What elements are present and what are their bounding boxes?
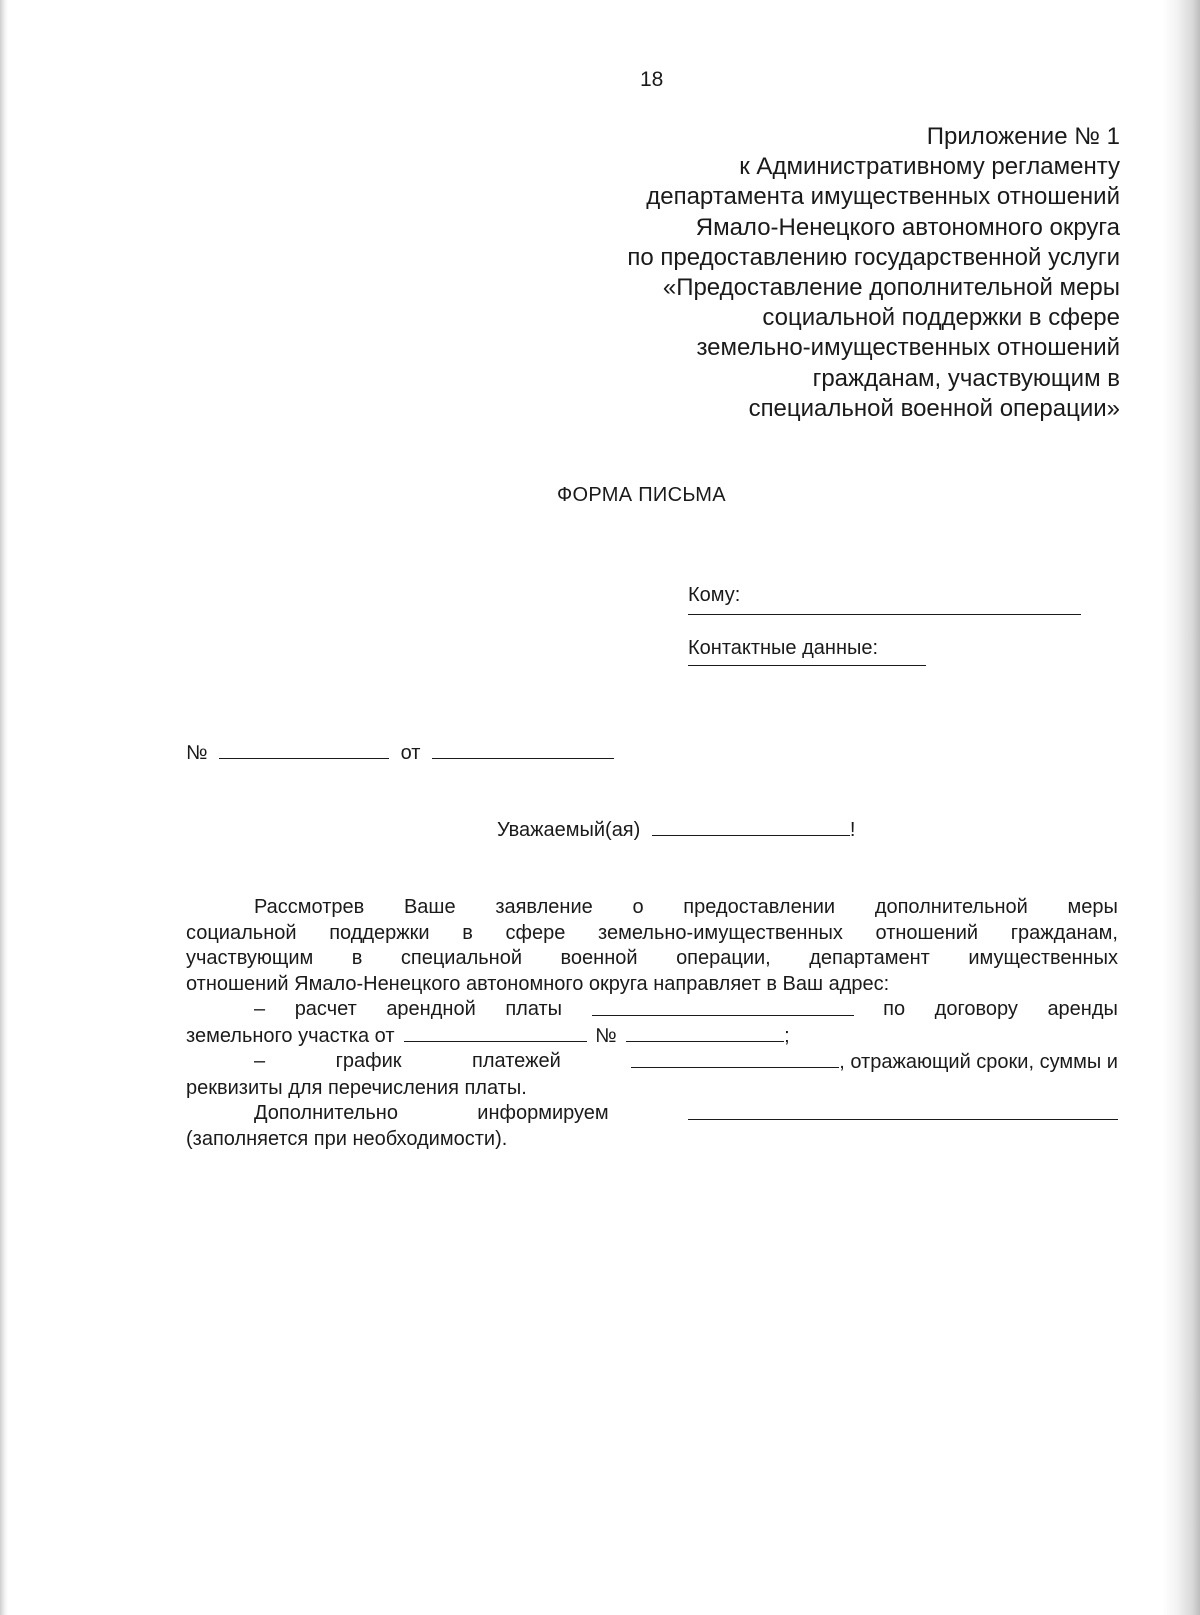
word: в: [351, 947, 363, 969]
appendix-header-line: Приложение № 1: [926, 123, 1120, 150]
word: военной: [560, 947, 638, 969]
appendix-header: [500, 122, 1120, 424]
body-line: [186, 895, 1118, 921]
word: в: [462, 921, 473, 944]
rent-calculation-item: [186, 997, 1118, 1023]
appendix-header-line: департамента имущественных отношений: [646, 183, 1120, 211]
word: дополнительной: [874, 896, 1028, 918]
dash: –: [254, 1050, 266, 1072]
appendix-header-line: к Административному регламенту: [739, 153, 1120, 181]
word: социальной: [186, 921, 297, 944]
word: предоставлении: [683, 896, 836, 918]
appendix-header-line: Ямало-Ненецкого автономного округа: [695, 213, 1120, 241]
salutation-name-blank: [652, 817, 850, 836]
letter-body: [186, 895, 1118, 1152]
salutation-exclamation: !: [849, 819, 856, 841]
word: гражданам,: [1010, 921, 1118, 944]
word: сфере: [505, 921, 566, 944]
dash: –: [254, 998, 266, 1020]
word: расчет: [294, 998, 357, 1020]
word: участвующим: [186, 947, 314, 969]
word: договору: [934, 998, 1018, 1020]
body-line: [186, 946, 1118, 972]
contract-number-blank: [626, 1023, 784, 1042]
body-line: отношений Ямало-Ненецкого автономного округа направляет в Ваш адрес:: [186, 972, 890, 995]
number-sign: №: [186, 742, 208, 764]
word: имущественных: [968, 947, 1118, 969]
word: арендной: [386, 998, 476, 1020]
rent-calculation-blank: [592, 997, 854, 1016]
word: заявление: [495, 896, 593, 918]
from-word: от: [400, 742, 421, 764]
appendix-header-line: по предоставлению государственной услуги: [627, 243, 1120, 271]
word: операции,: [676, 947, 771, 969]
page-number: 18: [640, 68, 664, 91]
payment-schedule-blank: [631, 1049, 839, 1068]
to-field-line: [688, 614, 1081, 615]
contact-label: Контактные данные:: [688, 637, 879, 659]
body-line: (заполняется при необходимости).: [186, 1127, 508, 1150]
body-line: [186, 1023, 1118, 1050]
word: отношений: [875, 921, 979, 944]
word: меры: [1067, 896, 1118, 918]
additional-info-line: [186, 1101, 1118, 1127]
contract-date-blank: [404, 1023, 587, 1042]
word: департамент: [809, 947, 930, 969]
semicolon: ;: [784, 1024, 790, 1047]
number-sign: №: [595, 1024, 617, 1047]
letter-number-line: [186, 740, 614, 765]
scan-left-edge: [0, 0, 8, 1615]
word: поддержки: [329, 921, 430, 944]
body-line: реквизиты для перечисления платы.: [186, 1076, 527, 1099]
word: Ваше: [403, 896, 456, 918]
word: по: [883, 998, 906, 1020]
additional-info-blank: [688, 1101, 1118, 1120]
word: аренды: [1047, 998, 1118, 1020]
form-title: ФОРМА ПИСЬМА: [557, 484, 726, 506]
appendix-header-line: гражданам, участвующим в: [812, 364, 1120, 392]
appendix-header-line: социальной поддержки в сфере: [762, 304, 1120, 332]
letter-date-blank: [432, 740, 614, 759]
land-plot-from-text: земельного участка от: [186, 1024, 395, 1047]
appendix-header-line: земельно-имущественных отношений: [696, 334, 1120, 362]
salutation: [497, 817, 855, 842]
word: специальной: [400, 947, 523, 969]
appendix-header-line: специальной военной операции»: [748, 394, 1120, 422]
body-line: [186, 921, 1118, 947]
scan-right-edge: [1162, 0, 1200, 1615]
word: график: [335, 1050, 402, 1072]
payment-schedule-item: [186, 1049, 1118, 1076]
word: платы: [505, 998, 563, 1020]
letter-number-blank: [219, 740, 389, 759]
word: Рассмотрев: [254, 896, 365, 918]
word: о: [632, 896, 644, 918]
contact-field-line: [688, 665, 926, 666]
schedule-tail-text: , отражающий сроки, суммы и: [839, 1051, 1118, 1073]
word: информируем: [477, 1102, 609, 1124]
word: Дополнительно: [254, 1102, 398, 1124]
appendix-header-line: «Предоставление дополнительной меры: [662, 274, 1120, 302]
to-label: Кому:: [688, 584, 741, 606]
salutation-text: Уважаемый(ая): [497, 819, 641, 841]
word: платежей: [472, 1050, 561, 1072]
word: земельно-имущественных: [598, 921, 843, 944]
